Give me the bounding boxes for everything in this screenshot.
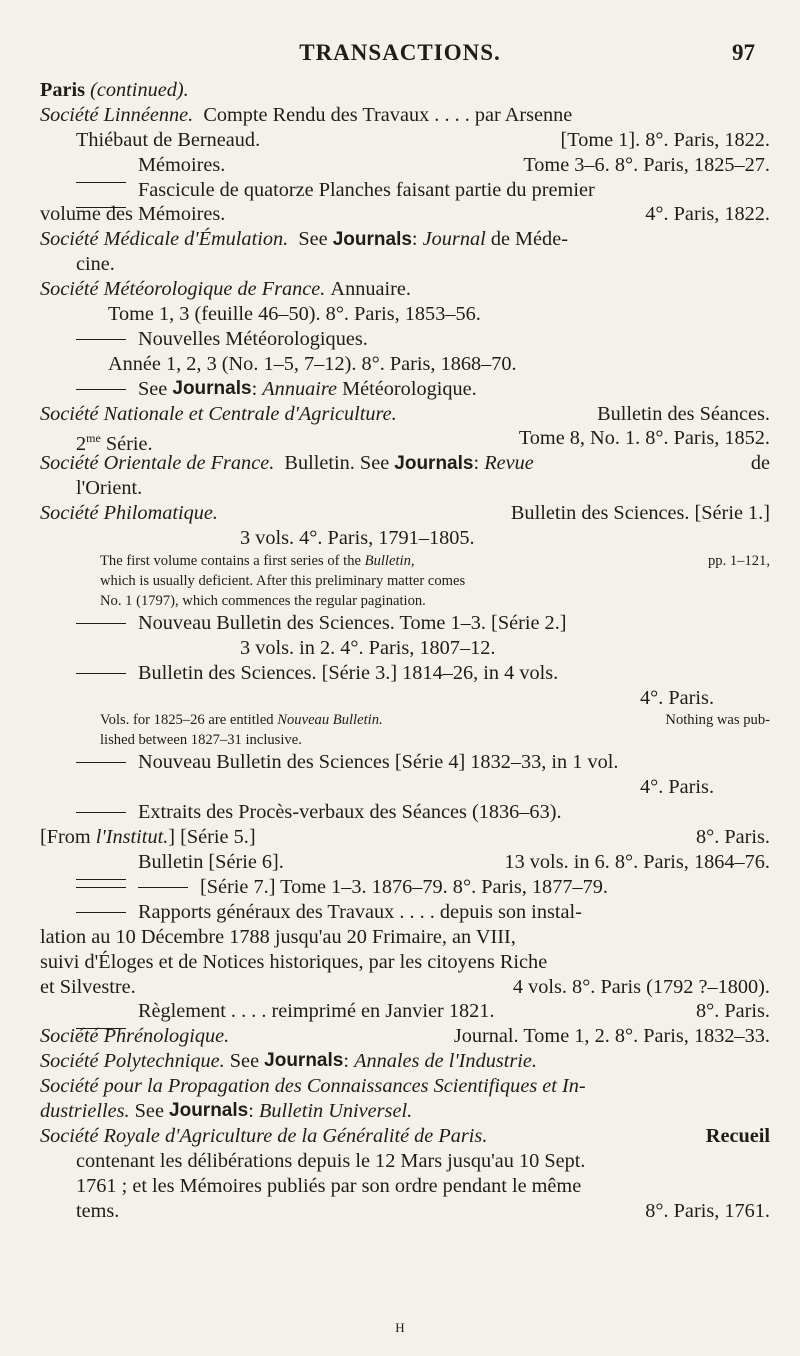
text-line: Nouveau Bulletin des Sciences [Série 4] 1832–33, in 1 vol.	[40, 750, 770, 775]
text-line: cine.	[76, 253, 115, 276]
text-line: Fascicule de quatorze Planches faisant partie du premier	[40, 178, 770, 203]
text-line: Société Médicale d'Émulation. See Journals: Journal de Méde-	[40, 228, 568, 251]
footnote: The first volume contains a first series of the Bulletin, pp. 1–121, which is usually deficient. After this preliminary matter comes No. 1 (1797), which commences the regular pagination.	[100, 552, 770, 609]
text-line: Thiébaut de Berneaud. [Tome 1]. 8°. Paris, 1822.	[76, 128, 770, 151]
running-head	[0, 40, 800, 72]
text-line: Paris (continued).	[40, 79, 189, 101]
text-line: Société Polytechnique. See Journals : Annales de l'Industrie.	[40, 1050, 537, 1073]
text-line: 3 vols. 4°. Paris, 1791–1805.	[240, 527, 475, 550]
text-line: Société Linnéenne. Compte Rendu des Travaux . . . . par Arsenne	[40, 103, 573, 126]
text-line: 1761 ; et les Mémoires publiés par son ordre pendant le même	[76, 1174, 582, 1197]
text-line: l'Orient.	[76, 477, 143, 500]
text-line: Bulletin [Série 6]. 13 vols. in 6. 8°. Paris, 1864–76.	[40, 850, 770, 875]
text-line: lation au 10 Décembre 1788 jusqu'au 20 Frimaire, an VIII,	[40, 925, 516, 948]
text-line: contenant les délibérations depuis le 12 Mars jusqu'au 10 Sept.	[76, 1149, 586, 1172]
text-line: Société Royale d'Agriculture de la Généralité de Paris. Recueil	[40, 1124, 770, 1147]
text-line: dustrielles. See Journals : Bulletin Universel.	[40, 1099, 413, 1122]
text-line: Extraits des Procès-verbaux des Séances (1836–63).	[40, 800, 770, 825]
text-line: Nouvelles Météorologiques.	[40, 327, 770, 352]
text-line: Société pour la Propagation des Connaissances Scientifiques et In-	[40, 1075, 586, 1098]
text-line: Année 1, 2, 3 (No. 1–5, 7–12). 8°. Paris, 1868–70.	[108, 352, 517, 375]
text-line: Société Philomatique. Bulletin des Sciences. [Série 1.]	[40, 502, 770, 525]
text-line: Tome 1, 3 (feuille 46–50). 8°. Paris, 1853–56.	[108, 303, 481, 326]
text-line: Bulletin des Sciences. [Série 3.] 1814–26, in 4 vols.	[40, 661, 770, 686]
page-number: 97	[732, 40, 755, 65]
catalogue-body	[40, 78, 770, 1223]
text-line: Société Orientale de France. Bulletin. See Journals: Revue de	[40, 452, 770, 475]
text-line: $2^{me}$ Série. Tome 8, No. 1. 8°. Paris, 1852.	[76, 427, 770, 456]
text-line: [From l'Institut.] [Série 5.] 8°. Paris.	[40, 826, 770, 849]
text-line: Nouveau Bulletin des Sciences. Tome 1–3. [Série 2.]	[40, 611, 770, 636]
signature-mark: H	[395, 1320, 405, 1335]
text-line: et Silvestre. 4 vols. 8°. Paris (1792 ?–1800).	[40, 975, 770, 998]
text-line: Règlement . . . . reimprimé en Janvier 1821. 8°. Paris.	[40, 999, 770, 1024]
footnote: Vols. for 1825–26 are entitled Nouveau Bulletin. Nothing was pub- lished between 1827–31 inclusive.	[100, 712, 770, 749]
text-line: See Journals : Annuaire Météorologique.	[40, 377, 770, 402]
text-line: volume des Mémoires. 4°. Paris, 1822.	[40, 203, 770, 226]
text-line: 3 vols. in 2. 4°. Paris, 1807–12.	[240, 636, 496, 659]
running-title: TRANSACTIONS.	[299, 40, 501, 65]
text-line: Rapports généraux des Travaux . . . . depuis son instal-	[40, 900, 770, 925]
text-line: suivi d'Éloges et de Notices historiques, par les citoyens Riche	[40, 950, 548, 973]
text-line: 4°. Paris.	[640, 686, 715, 709]
text-line: 4°. Paris.	[640, 776, 715, 799]
text-line: Société Nationale et Centrale d'Agriculture. Bulletin des Séances.	[40, 402, 770, 425]
text-line: Société Phrénologique. Journal. Tome 1, 2. 8°. Paris, 1832–33.	[40, 1025, 770, 1048]
text-line: [Série 7.] Tome 1–3. 1876–79. 8°. Paris, 1877–79.	[40, 875, 770, 900]
text-line: Société Météorologique de France. Annuaire.	[40, 278, 411, 301]
text-line: tems. 8°. Paris, 1761.	[76, 1199, 770, 1222]
text-line: Mémoires. Tome 3–6. 8°. Paris, 1825–27.	[40, 153, 770, 178]
